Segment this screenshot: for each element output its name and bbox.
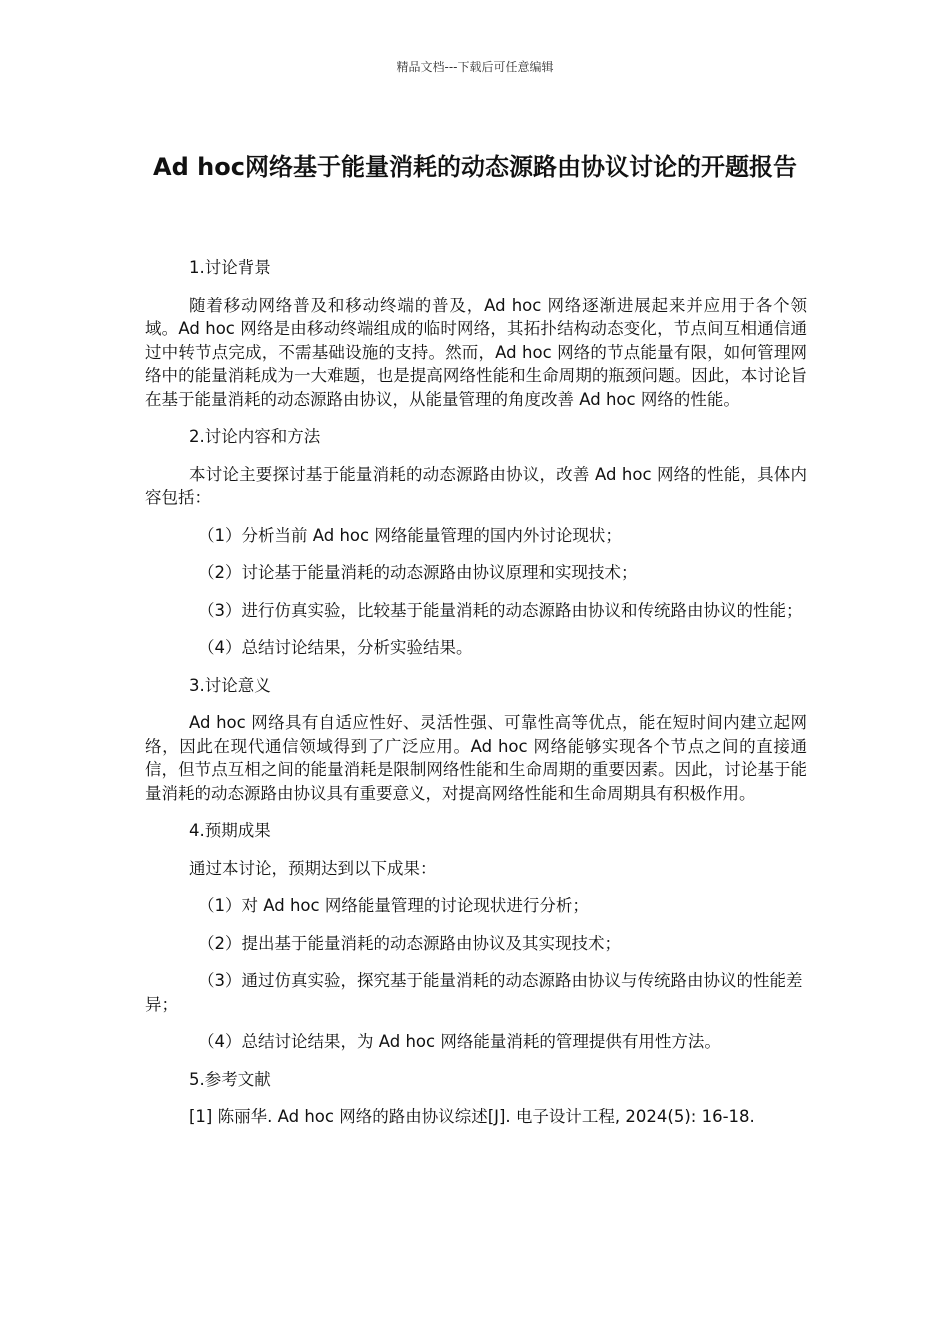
list-item: （3）进行仿真实验，比较基于能量消耗的动态源路由协议和传统路由协议的性能；	[198, 600, 803, 620]
list-item: （4）总结讨论结果，为 Ad hoc 网络能量消耗的管理提供有用性方法。	[198, 1032, 721, 1051]
list-item: （1）对 Ad hoc 网络能量管理的讨论现状进行分析；	[198, 896, 589, 915]
list-item: （1）分析当前 Ad hoc 网络能量管理的国内外讨论现状；	[198, 525, 622, 545]
reference-item: [1] 陈丽华. Ad hoc 网络的路由协议综述[J]. 电子设计工程, 2024(5): 16-18.	[189, 1107, 755, 1126]
paragraph-expected-intro: 通过本讨论，预期达到以下成果：	[189, 858, 437, 878]
paragraph-background: 随着移动网络普及和移动终端的普及，Ad hoc 网络逐渐进展起来并应用于各个领域。Ad hoc 网络是由移动终端组成的临时网络，其拓扑结构动态变化，节点间互相通信通过中转节点完成，不需基础设施的支持。然而，Ad hoc 网络的节点能量有限，如何管理网络中的能量消耗成为一大难题，也是提高网络性能和生命周期的瓶颈问题。因此，本讨论旨在基于能量消耗的动态源路由协议，从能量管理的角度改善 Ad hoc 网络的性能。	[145, 295, 807, 409]
paragraph-significance: Ad hoc 网络具有自适应性好、灵活性强、可靠性高等优点，能在短时间内建立起网络，因此在现代通信领域得到了广泛应用。Ad hoc 网络能够实现各个节点之间的直接通信，但节点互相之间的能量消耗是限制网络性能和生命周期的重要因素。因此，讨论基于能量消耗的动态源路由协议具有重要意义，对提高网络性能和生命周期具有积极作用。	[145, 713, 807, 803]
section-heading-references: 5.参考文献	[189, 1069, 271, 1089]
section-heading-background: 1.讨论背景	[189, 258, 271, 277]
list-item: （3）通过仿真实验，探究基于能量消耗的动态源路由协议与传统路由协议的性能差异；	[145, 971, 803, 1014]
section-heading-content-method: 2.讨论内容和方法	[189, 427, 321, 446]
list-item: （2）讨论基于能量消耗的动态源路由协议原理和实现技术；	[198, 563, 638, 582]
paragraph-content-intro: 本讨论主要探讨基于能量消耗的动态源路由协议，改善 Ad hoc 网络的性能，具体内容包括：	[145, 464, 807, 507]
document-body	[145, 256, 807, 1129]
document-title: Ad hoc网络基于能量消耗的动态源路由协议讨论的开题报告	[153, 153, 797, 181]
list-item: （4）总结讨论结果，分析实验结果。	[198, 638, 473, 657]
section-heading-significance: 3.讨论意义	[189, 675, 271, 695]
list-item: （2）提出基于能量消耗的动态源路由协议及其实现技术；	[198, 933, 621, 953]
page-header: 精品文档---下载后可任意编辑	[396, 60, 554, 74]
section-heading-expected-results: 4.预期成果	[189, 821, 271, 840]
